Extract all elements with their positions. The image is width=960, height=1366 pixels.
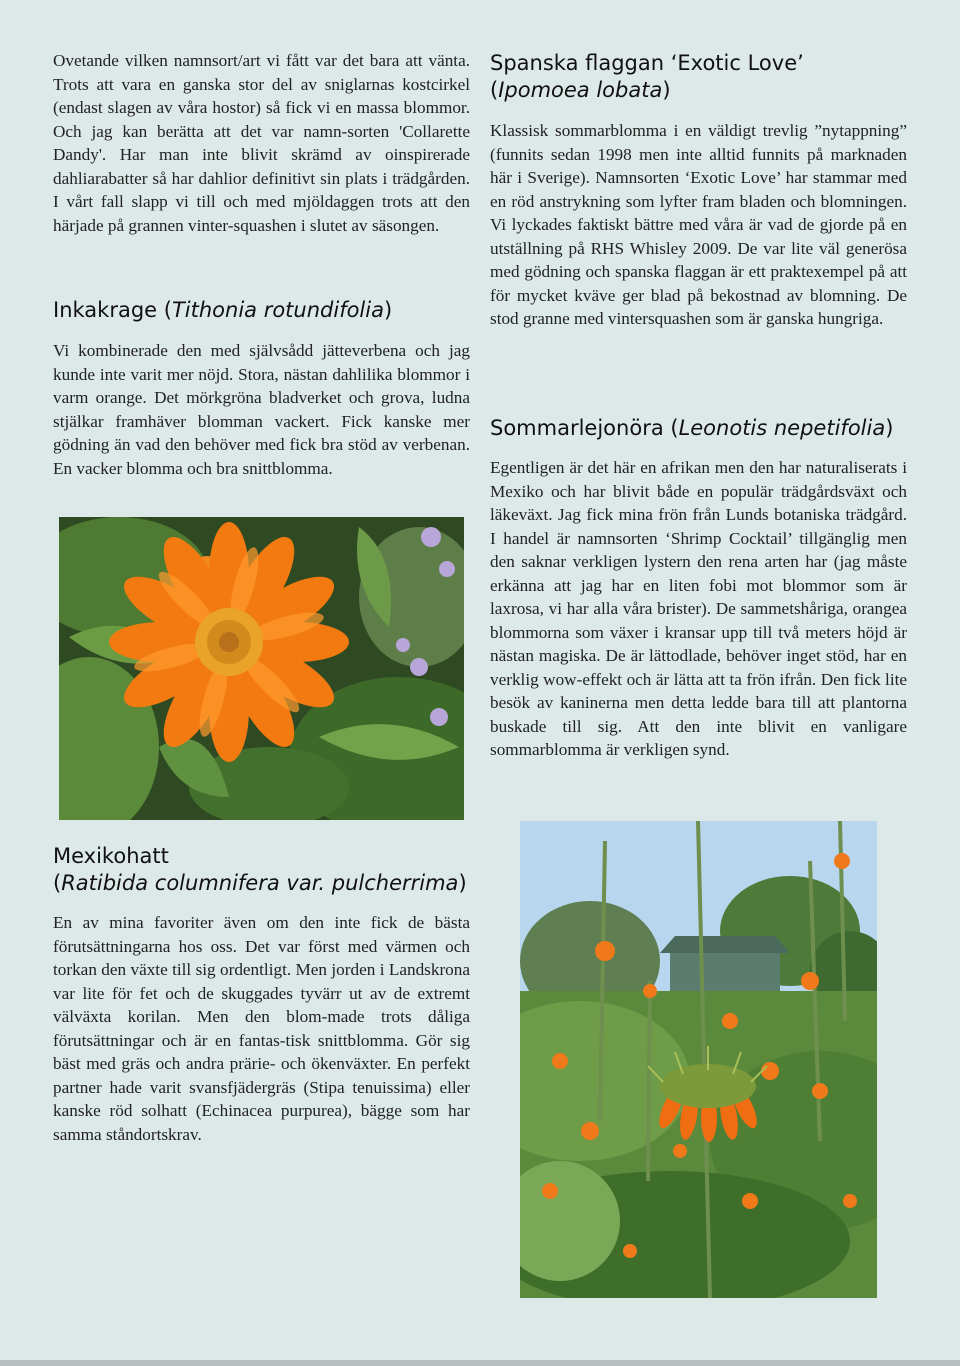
inkakrage-title-end: ) xyxy=(383,298,393,322)
sommarlejonora-title: Sommarlejonöra ( xyxy=(490,416,679,440)
sommarlejonora-heading xyxy=(490,415,907,442)
spanska-flaggan-latin-name: Ipomoea lobata xyxy=(498,78,663,102)
inkakrage-latin-name: Tithonia rotundifolia xyxy=(171,298,384,322)
sommarlejonora-latin-name: Leonotis nepetifolia xyxy=(678,416,886,440)
page-bottom-bar xyxy=(0,1360,960,1366)
mexikohatt-latin-open: ( xyxy=(53,871,62,895)
inkakrage-paragraph: Vi kombinerade den med självsådd jätteverbena och jag kunde inte varit mer nöjd. Stora, nästan dahlilika blommor i varm orange. Det mörkgröna bladverket och grova, ludna stjälkar framhäver blomman vackert. Fick kanske mer gödning än vad den behöver med fick bra stöd av verbenan. En vacker blomma och bra snittblomma. xyxy=(53,341,470,478)
spanska-flaggan-heading xyxy=(490,50,907,104)
leonotis-photo xyxy=(520,821,877,1298)
tithonia-photo xyxy=(59,517,464,820)
mexikohatt-paragraph: En av mina favoriter även om den inte fick de bästa förutsättningarna hos oss. Det var först med värmen och torkan den växte till sig ordentligt. Men jorden i Landskrona var lite för fet och de skuggades tyvärr ut av de extremt välväxta korilan. Men den blom-made trots dåliga förutsättningar och är en fantas-tisk snittblomma. Gör sig bäst med gräs och andra prärie- och ökenväxter. En perfekt partner hade varit svansfjädergräs (Stipa tenuissima) eller kanske röd solhatt (Echinacea purpurea), bägge som har samma ståndortskrav. xyxy=(53,913,470,1144)
mexikohatt-latin-close: ) xyxy=(458,871,467,895)
inkakrage-title: Inkakrage ( xyxy=(53,298,172,322)
mexikohatt-latin-name: Ratibida columnifera var. pulcherrima xyxy=(61,871,459,895)
inkakrage-heading xyxy=(53,297,470,324)
spanska-flaggan-title: Spanska flaggan ‘Exotic Love’ xyxy=(490,51,804,75)
intro-paragraph: Ovetande vilken namnsort/art vi fått var det bara att vänta. Trots att vara en ganska stor del av sniglarnas kostcirkel (endast slagen av våra hostor) så fick vi en massa blommor. Och jag kan berätta att det var namn-sorten 'Collarette Dandy'. Har man inte blivit skrämd av oinspirerade dahliarabatter så har dahlior definitivt sin plats i trädgården. I vårt fall slapp vi till och med mjöldaggen trots att den härjade på grannen vinter-squashen i slutet av säsongen. xyxy=(53,51,470,235)
mexikohatt-heading xyxy=(53,843,470,897)
sommarlejonora-title-end: ) xyxy=(885,416,894,440)
mexikohatt-title: Mexikohatt xyxy=(53,844,169,868)
spanska-flaggan-paragraph: Klassisk sommarblomma i en väldigt trevlig ”nytappning” (funnits sedan 1998 men inte alltid funnits på marknaden här i Sverige). Namnsorten ‘Exotic Love’ har stammar med en röd anstrykning som lyfter fram bladen och blomningen. Vi lyckades faktiskt bättre med våra är vad de gjorde på en utställning på RHS Whisley 2009. De var lite väl generösa med gödning och spanska flaggan är ett praktexempel på att för mycket kväve ger blad på bekostnad av blomning. De stod granne med vintersquashen som är ganska hungriga. xyxy=(490,121,907,328)
spanska-flaggan-latin-open: ( xyxy=(490,78,499,102)
spanska-flaggan-latin-close: ) xyxy=(662,78,671,102)
sommarlejonora-paragraph: Egentligen är det här en afrikan men den har naturaliserats i Mexiko och har blivit både en populär trädgårdsväxt och läkeväxt. Jag fick mina frön från Lunds botaniska trädgård. I handel är namnsorten ‘Shrimp Cocktail’ tillgänglig men den saknar verkligen lystern den rena arten har (jag måste erkänna att jag har en liten fobi mot blommor som är laxrosa, vi har alla våra brister). De sammetshåriga, orangea blommorna som växer i kransar upp till två meters höjd är nästan magiska. De är lättodlade, behöver inget stöd, har en verklig wow-effekt och är lätta att ta frön ifrån. Den fick lite besök av kaninerna men detta ledde bara till att plantorna buskade till sig. Att den inte blivit en vanligare sommarblomma är verkligen synd. xyxy=(490,458,907,759)
